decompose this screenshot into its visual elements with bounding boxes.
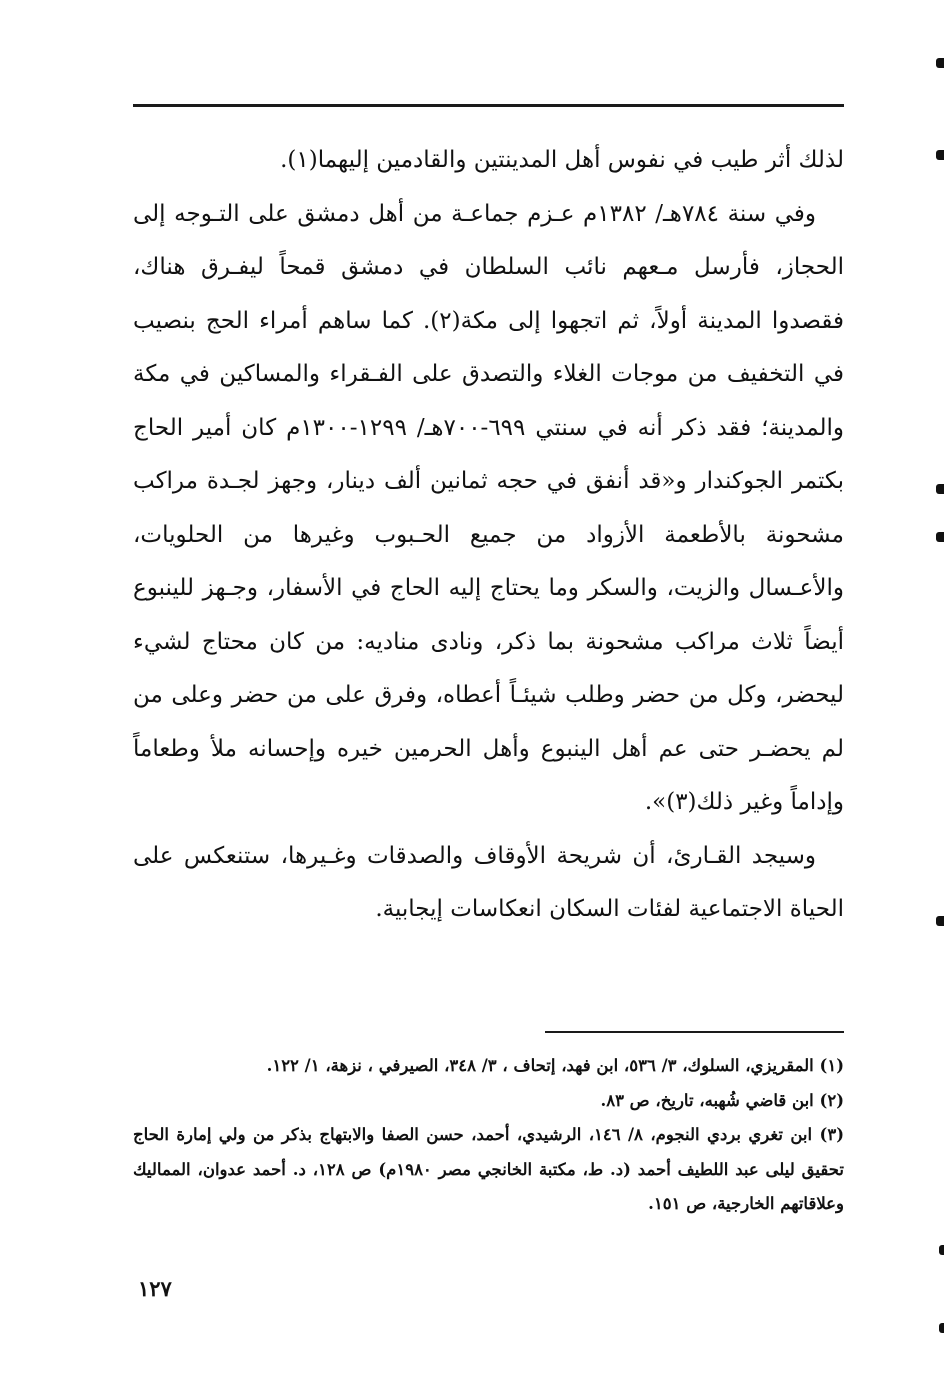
scan-edge-mark [936, 484, 944, 494]
footnote-separator [545, 1031, 844, 1033]
paragraph-1: لذلك أثر طيب في نفوس أهل المدينتين والقادمين إليهما(١). [280, 147, 844, 173]
scan-edge-mark [939, 1323, 944, 1333]
body-text [133, 134, 844, 937]
scan-edge-mark [936, 58, 944, 68]
footnotes [133, 1049, 844, 1222]
scan-edge-mark [936, 150, 944, 160]
scan-edge-mark [936, 916, 944, 926]
footnote-1: (١) المقريزي، السلوك، ٣/ ٥٣٦، ابن فهد، إتحاف ، ٣/ ٣٤٨، الصيرفي ، نزهة، ١/ ١٢٢. [266, 1056, 844, 1075]
footnote-2: (٢) ابن قاضي شُهبه، تاريخ، ص ٨٣. [600, 1090, 844, 1110]
footnote-3: (٣) ابن تغري بردي النجوم، ٨/ ١٤٦، الرشيدي، أحمد، حسن الصفا والابتهاج بذكر من ولي إمارة الحاج تحقيق ليلى عبد اللطيف أحمد (د. ط، مكتبة الخانجي مصر ١٩٨٠م) ص ١٢٨، د. أحمد عدوان، المماليك وعلاقاتهم الخارجية، ص ١٥١. [133, 1125, 844, 1213]
header-rule [133, 104, 844, 107]
page-number: ١٢٧ [138, 1276, 172, 1301]
paragraph-2: وفي سنة ٧٨٤هـ/ ١٣٨٢م عـزم جماعـة من أهل دمشق على التـوجه إلى الحجاز، فأرسل مـعهم نائب السلطان في دمشق قمحاً ليفـرق هناك، فقصدوا المدينة أولاً، ثم اتجهوا إلى مكة(٢). كما ساهم أمراء الحج بنصيب في التخفيف من موجات الغلاء والتصدق على الفـقراء والمساكين في مكة والمدينة؛ فقد ذكر أنه في سنتي ٦٩٩-٧٠٠هـ/ ١٢٩٩-١٣٠٠م كان أمير الحاج بكتمر الجوكندار و«قد أنفق في حجه ثمانين ألف دينار، وجهز لجـدة مراكب مشحونة بالأطعمة الأزواد من جميع الحـبوب وغيرها من الحلويات، والأعـسال والزيت، والسكر وما يحتاج إليه الحاج في الأسفار، وجـهز للينبوع أيضاً ثلاث مراكب مشحونة بما ذكر، ونادى مناديه: من كان محتاج لشيء ليحضر، وكل من حضر وطلب شيئـاً أعطاه، وفرق على من حضر وعلى من لم يحضـر حتى عم أهل الينبوع وأهل الحرمين خيره وإحسانه ملأ وطعاماً وإداماً وغير ذلك(٣)». [133, 200, 844, 815]
scan-edge-mark [939, 1245, 944, 1255]
paragraph-3: وسيجد القـارئ، أن شريحة الأوقاف والصدقات وغـيرها، ستنعكس على الحياة الاجتماعية لفئات السكان انعكاسات إيجابية. [133, 842, 844, 922]
scan-edge-mark [936, 532, 944, 542]
